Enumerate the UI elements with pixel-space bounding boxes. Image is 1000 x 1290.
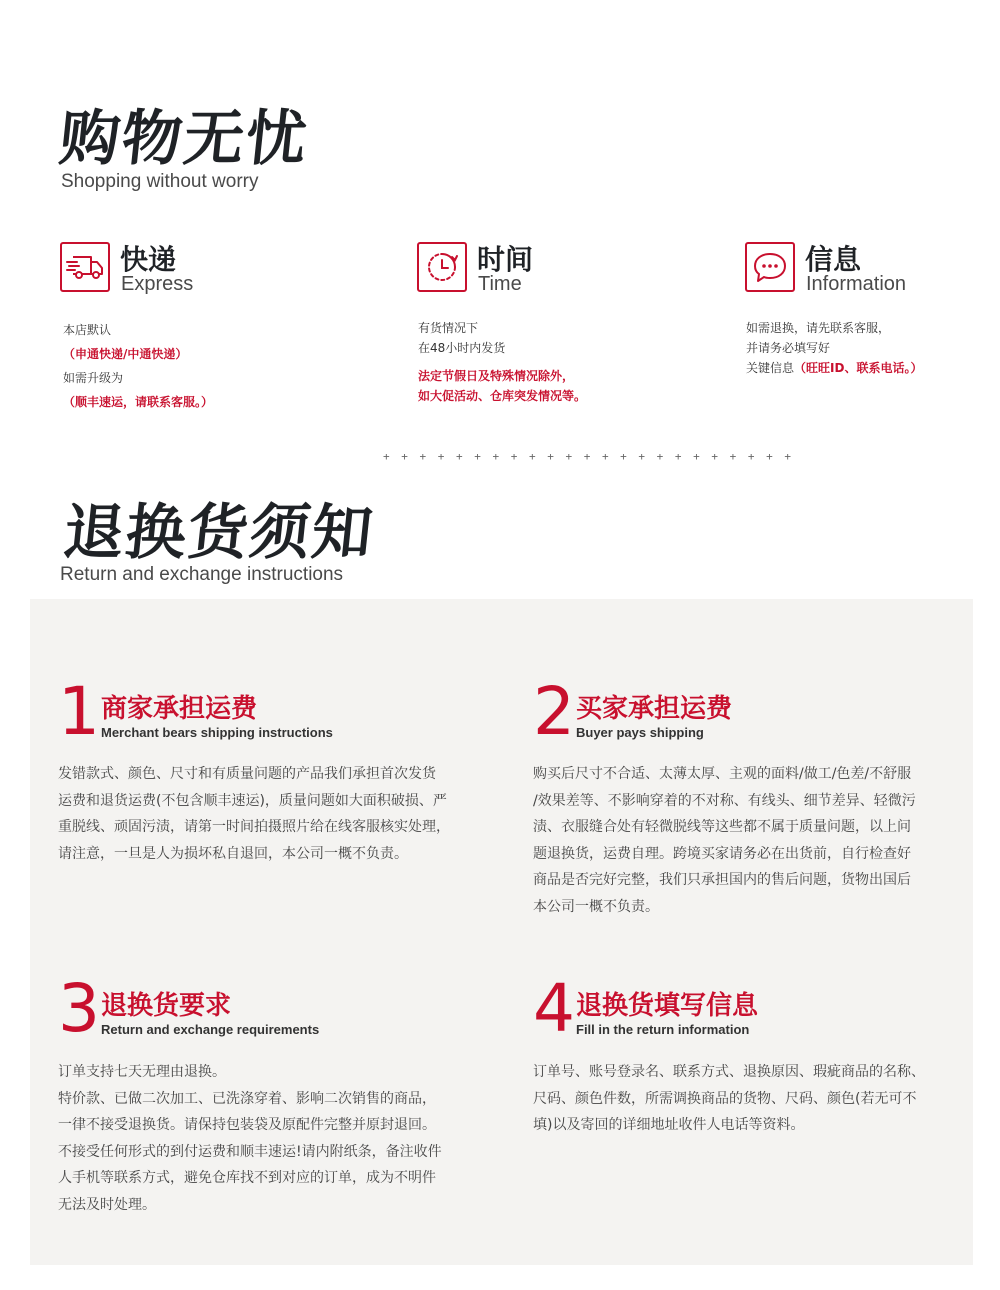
item-title: 商家承担运费 [101, 694, 258, 724]
desc-line: 在48小时内发货 [418, 341, 506, 355]
desc-highlight: （旺旺ID、联系电话。） [794, 361, 923, 375]
feature-subtitle: Express [121, 273, 194, 295]
item-subtitle: Fill in the return information [576, 1022, 750, 1037]
page-subtitle: Shopping without worry [61, 171, 259, 192]
body-line: 运费和退货运费(不包含顺丰速运)，质量问题如大面积破损、严 [58, 792, 447, 809]
body-line: 人手机等联系方式，避免仓库找不到对应的订单，成为不明件 [58, 1170, 436, 1186]
body-line: 不接受任何形式的到付运费和顺丰速运!请内附纸条，备注收件 [58, 1143, 442, 1160]
feature-description-express [63, 318, 213, 414]
feature-title: 时间 [477, 243, 534, 276]
desc-text: 关键信息 [746, 361, 795, 375]
item-body [58, 1059, 478, 1218]
body-line: 本公司一概不负责。 [533, 898, 659, 915]
item-subtitle: Merchant bears shipping instructions [101, 725, 333, 740]
body-line: 无法及时处理。 [58, 1196, 156, 1213]
item-title: 退换货填写信息 [576, 991, 759, 1021]
item-title: 买家承担运费 [576, 694, 733, 724]
section-title: 退换货须知 [60, 498, 378, 568]
page-title: 购物无忧 [56, 104, 312, 174]
body-line: 请注意，一旦是人为损坏私自退回，本公司一概不负责。 [58, 845, 408, 862]
item-number: 3 [58, 970, 100, 1047]
item-title: 退换货要求 [101, 991, 232, 1021]
truck-icon [60, 242, 110, 292]
desc-line-highlight: 如大促活动、仓库突发情况等。 [418, 389, 587, 403]
desc-line [746, 358, 922, 378]
desc-line-highlight: （申通快递/中通快递） [63, 347, 188, 361]
desc-line-highlight: 法定节假日及特殊情况除外， [418, 369, 575, 383]
body-line: /效果差等、不影响穿着的不对称、有线头、细节差异、轻微污 [533, 792, 916, 809]
item-number: 1 [58, 673, 100, 750]
item-body [58, 761, 478, 867]
item-body [533, 1059, 953, 1139]
feature-description-information [746, 318, 922, 378]
item-number: 4 [533, 970, 575, 1047]
body-line: 商品是否完好完整，我们只承担国内的售后问题，货物出国后 [533, 872, 911, 888]
body-line: 订单号、账号登录名、联系方式、退换原因、瑕疵商品的名称、 [533, 1064, 925, 1080]
body-line: 尺码、颜色件数，所需调换商品的货物、尺码、颜色(若无可不 [533, 1090, 917, 1107]
feature-title: 快递 [120, 243, 177, 276]
desc-line: 有货情况下 [418, 321, 479, 335]
desc-line-highlight: （顺丰速运，请联系客服。） [63, 395, 214, 409]
desc-line: 如需升级为 [63, 371, 124, 385]
body-line: 特价款、已做二次加工、已洗涤穿着、影响二次销售的商品， [58, 1090, 436, 1107]
body-line: 订单支持七天无理由退换。 [58, 1064, 226, 1080]
body-line: 发错款式、颜色、尺寸和有质量问题的产品我们承担首次发货 [58, 766, 436, 782]
section-divider: + + + + + + + + + + + + + + + + + + + + + + + [383, 450, 794, 463]
feature-subtitle: Time [478, 273, 522, 295]
item-subtitle: Buyer pays shipping [576, 725, 704, 740]
body-line: 题退换货，运费自理。跨境买家请务必在出货前，自行检查好 [533, 845, 911, 862]
feature-title: 信息 [805, 243, 862, 276]
body-line: 购买后尺寸不合适、太薄太厚、主观的面料/做工/色差/不舒服 [533, 766, 912, 782]
section-subtitle: Return and exchange instructions [60, 564, 344, 585]
item-subtitle: Return and exchange requirements [101, 1022, 320, 1037]
body-line: 填)以及寄回的详细地址收件人电话等资料。 [533, 1117, 805, 1133]
desc-line: 本店默认 [63, 323, 112, 337]
feature-description-time [418, 318, 586, 406]
chat-bubble-icon [745, 242, 795, 292]
desc-line: 并请务必填写好 [746, 341, 831, 355]
clock-icon [417, 242, 467, 292]
body-line: 一律不接受退换货。请保持包装袋及原配件完整并原封退回。 [58, 1117, 436, 1133]
body-line: 渍、衣服缝合处有轻微脱线等这些都不属于质量问题，以上问 [533, 819, 911, 835]
item-number: 2 [533, 673, 575, 750]
feature-subtitle: Information [806, 273, 907, 295]
item-body [533, 761, 953, 920]
desc-line: 如需退换，请先联系客服， [746, 321, 891, 335]
body-line: 重脱线、顽固污渍，请第一时间拍摄照片给在线客服核实处理， [58, 819, 450, 835]
